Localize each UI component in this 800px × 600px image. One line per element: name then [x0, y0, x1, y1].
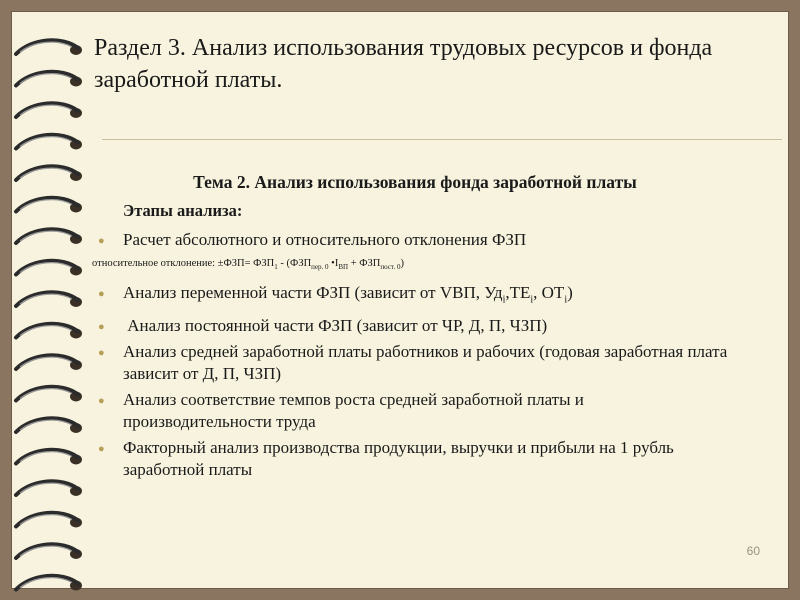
list-item-text: Анализ переменной части ФЗП (зависит от VВП, $Уд_i,ТЕ_i$, $ОТ_i$): [123, 283, 573, 306]
list-item: [92, 437, 732, 481]
bullet-icon: ●: [98, 321, 105, 334]
binding-ring-icon: [16, 166, 82, 181]
list-item-text: Факторный анализ производства продукции, выручки и прибыли на 1 рубль заработной платы: [123, 438, 674, 480]
binding-ring-icon: [16, 387, 82, 402]
binding-ring-icon: [16, 261, 82, 276]
binding-ring-icon: [16, 355, 82, 370]
binding-ring-icon: [16, 324, 82, 339]
bullet-icon: ●: [98, 235, 105, 247]
binding-ring-icon: [16, 135, 82, 150]
list-item-text: Анализ соответствие темпов роста средней заработной платы и производительности труда: [123, 390, 584, 432]
binding-ring-icon: [16, 40, 82, 55]
list-item-text: Расчет абсолютного и относительного отклонения ФЗП: [123, 230, 527, 249]
spiral-binding: [12, 32, 92, 592]
formula-line: относительное отклонение: $\pm ФЗП= ФЗП_1 - (ФЗП_{пер. 0}$ $•I_{ВП} + ФЗП_{пост. 0}$): [92, 258, 404, 272]
list-item: [92, 282, 732, 311]
binding-ring-icon: [16, 229, 82, 244]
list-item: [92, 315, 732, 337]
bullet-icon: ●: [98, 347, 105, 360]
binding-ring-icon: [16, 292, 82, 307]
list-item: [92, 341, 732, 385]
binding-ring-icon: [16, 576, 82, 591]
title-divider: [102, 139, 782, 140]
list-item-text: Анализ постоянной части ФЗП (зависит от ЧР, Д, П, ЧЗП): [123, 316, 548, 336]
binding-ring-icon: [16, 481, 82, 496]
binding-ring-icon: [16, 72, 82, 87]
list-item-text: Анализ средней заработной платы работников и рабочих (годовая заработная плата зависит от Д, П, ЧЗП): [123, 342, 728, 384]
stages-label: Этапы анализа:: [123, 201, 243, 220]
topic-heading: Тема 2. Анализ использования фонда заработной платы: [193, 172, 637, 192]
binding-ring-icon: [16, 103, 82, 118]
page-number: 60: [746, 544, 760, 558]
binding-ring-icon: [16, 544, 82, 559]
slide-title: Раздел 3. Анализ использования трудовых ресурсов и фонда заработной платы.: [94, 35, 713, 93]
binding-ring-icon: [16, 513, 82, 528]
binding-ring-icon: [16, 450, 82, 465]
binding-ring-icon: [16, 418, 82, 433]
bullet-icon: ●: [98, 395, 105, 408]
bullet-icon: ●: [98, 443, 105, 456]
list-item: [92, 229, 732, 251]
binding-ring-icon: [16, 198, 82, 213]
slide: [12, 12, 788, 588]
bullet-icon: ●: [98, 288, 105, 301]
slide-content: [92, 172, 732, 485]
list-item: [92, 389, 732, 433]
